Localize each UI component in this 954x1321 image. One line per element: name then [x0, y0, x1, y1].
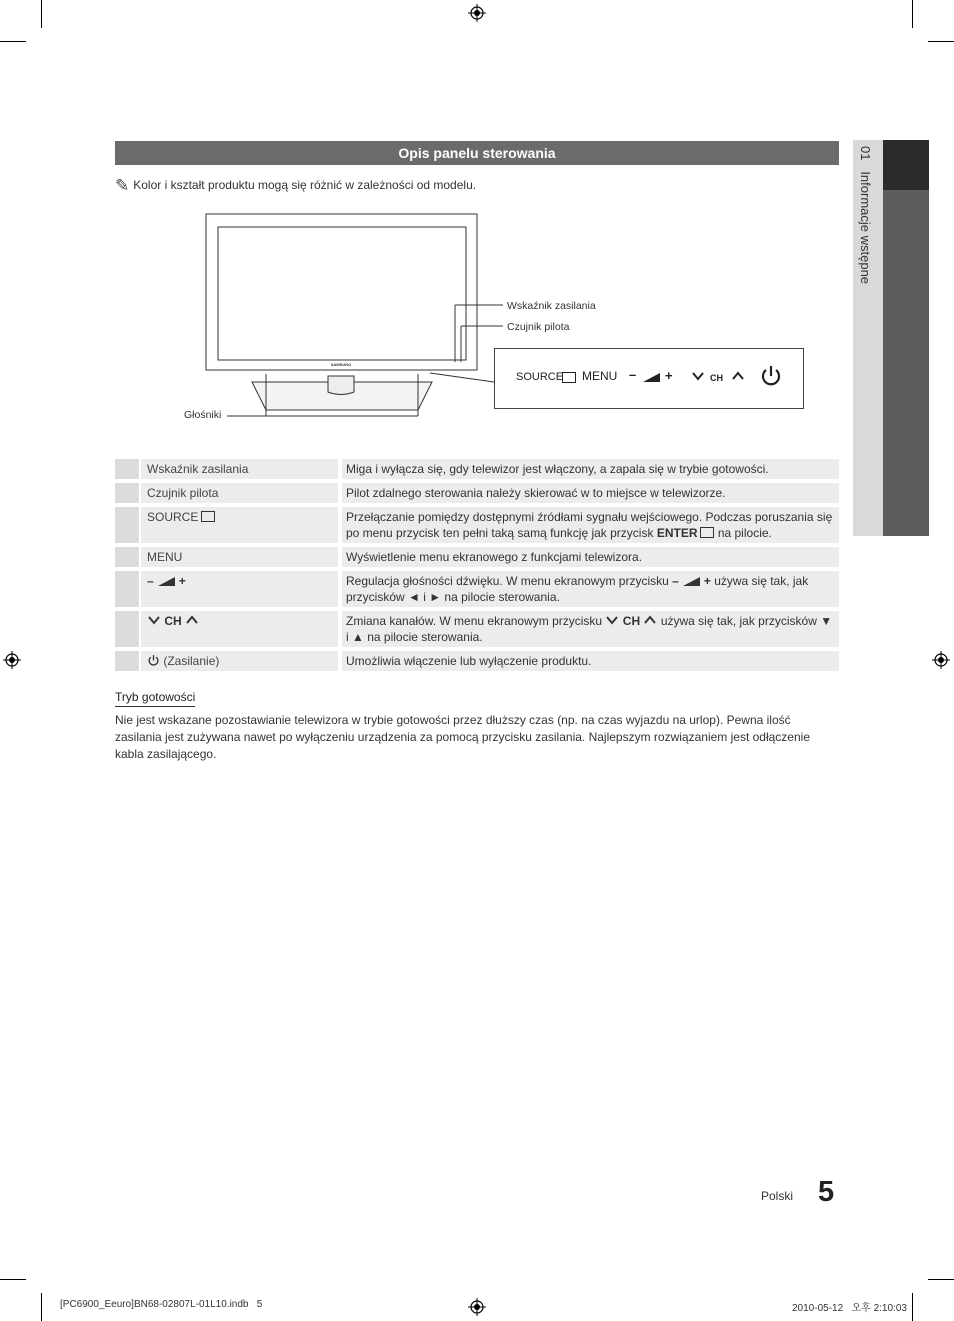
footer-language: Polski: [761, 1189, 794, 1203]
control-description: Umożliwia włączenie lub wyłączenie produktu.: [338, 651, 839, 671]
row-marker: [115, 611, 139, 647]
row-marker: [115, 483, 139, 503]
section-title: Opis panelu sterowania: [115, 141, 839, 165]
panel-menu-label: MENU: [582, 369, 618, 383]
ch-label: CH: [622, 614, 641, 628]
power-icon: [147, 654, 160, 667]
table-row: [115, 611, 839, 647]
chevron-down-icon: [691, 371, 705, 381]
enter-icon: [562, 372, 576, 383]
tv-diagram: [0, 0, 954, 440]
row-marker: [115, 651, 139, 671]
description-tail: używa się tak, jak przycisków ◄ i ► na pilocie sterowania.: [346, 574, 809, 604]
description-text: Regulacja głośności dźwięku. W menu ekranowym przycisku: [346, 574, 669, 588]
table-row: [115, 651, 839, 671]
enter-icon: [201, 511, 215, 522]
tv-brand-logo: SAMSUNG: [330, 362, 352, 367]
control-description: Pilot zdalnego sterowania należy skierować w to miejsce w telewizorze.: [338, 483, 839, 503]
tv-frame: [206, 214, 477, 370]
source-label: SOURCE: [147, 510, 199, 524]
minus-label: –: [147, 574, 154, 588]
registration-mark-icon: [468, 1298, 486, 1316]
control-panel-inset: [494, 348, 804, 409]
row-marker: [115, 459, 139, 479]
control-name: [139, 651, 338, 671]
registration-mark-icon: [3, 651, 21, 669]
control-name: Czujnik pilota: [139, 483, 338, 503]
table-row: [115, 483, 839, 503]
label-power-indicator: Wskaźnik zasilania: [507, 300, 596, 312]
ch-label: CH: [164, 614, 182, 628]
label-speakers: Głośniki: [184, 409, 222, 421]
pencil-icon: ✎: [115, 176, 130, 195]
tv-stand-neck: [328, 376, 354, 395]
control-description: [338, 571, 839, 607]
plus-label: +: [178, 574, 186, 588]
volume-ramp-icon: [683, 577, 700, 586]
crop-mark: [912, 1293, 913, 1321]
standby-heading: Tryb gotowości: [115, 690, 195, 707]
tv-screen: [218, 227, 466, 360]
plus-label: +: [703, 574, 711, 588]
panel-ch-label: CH: [710, 373, 723, 383]
power-icon: [760, 364, 782, 388]
row-marker: [115, 507, 139, 543]
chapter-number: 01: [858, 146, 873, 161]
description-tail: używa się tak, jak przycisków ▼ i ▲ na pilocie sterowania.: [346, 614, 833, 644]
table-row: [115, 459, 839, 479]
page-number: 5: [818, 1176, 835, 1208]
crop-mark: [41, 1293, 42, 1321]
table-row: [115, 507, 839, 543]
chevron-up-icon: [731, 371, 745, 381]
controls-table: [115, 455, 839, 675]
label-remote-sensor: Czujnik pilota: [507, 321, 570, 333]
note-text: Kolor i kształt produktu mogą się różnić w zależności od modelu.: [133, 178, 477, 192]
chevron-down-icon: [147, 615, 161, 625]
minus-label: –: [672, 574, 679, 588]
standby-text: Nie jest wskazane pozostawianie telewizora w trybie gotowości przez dłuższy czas (np. na czas wyjazdu na urlop). Pewna ilość zasilania jest zużywana nawet po wyłączeniu urządzenia za pomocą przycisku zasilania. Najlepszym rozwiązaniem jest odłączenie kabla zasilającego.: [115, 713, 810, 761]
volume-ramp-icon: [158, 577, 175, 586]
enter-icon: [700, 527, 714, 538]
description-text: Przełączanie pomiędzy dostępnymi źródłami sygnału wejściowego. Podczas poruszania się po menu przycisk ten pełni taką samą funkcję jak przycisk: [346, 510, 833, 540]
control-name: Wskaźnik zasilania: [139, 459, 338, 479]
table-row: [115, 547, 839, 567]
volume-ramp-icon: [643, 373, 660, 382]
control-name: MENU: [139, 547, 338, 567]
row-marker: [115, 571, 139, 607]
description-tail: na pilocie.: [717, 526, 772, 540]
row-marker: [115, 547, 139, 567]
control-description: Wyświetlenie menu ekranowego z funkcjami telewizora.: [338, 547, 839, 567]
chapter-title: Informacje wstępne: [858, 171, 873, 285]
crop-mark: [0, 1279, 26, 1280]
chevron-up-icon: [185, 615, 199, 625]
panel-plus-label: +: [665, 368, 673, 383]
control-description: [338, 611, 839, 647]
control-description: [338, 507, 839, 543]
print-slug-file: [PC6900_Eeuro]BN68-02807L-01L10.indb 5: [60, 1299, 263, 1310]
description-text: Zmiana kanałów. W menu ekranowym przycisku: [346, 614, 603, 628]
enter-label: ENTER: [656, 526, 698, 540]
table-row: [115, 571, 839, 607]
crop-mark: [928, 1279, 954, 1280]
panel-minus-label: –: [629, 367, 637, 382]
control-name: [139, 507, 338, 543]
registration-mark-icon: [932, 651, 950, 669]
power-label: (Zasilanie): [163, 654, 220, 668]
control-name: [139, 611, 338, 647]
print-slug-date: 2010-05-12 오후 2:10:03: [792, 1303, 907, 1314]
control-name: [139, 571, 338, 607]
panel-source-label: SOURCE: [516, 371, 564, 383]
chevron-up-icon: [643, 615, 657, 625]
control-description: Miga i wyłącza się, gdy telewizor jest włączony, a zapala się w trybie gotowości.: [338, 459, 839, 479]
chevron-down-icon: [605, 615, 619, 625]
